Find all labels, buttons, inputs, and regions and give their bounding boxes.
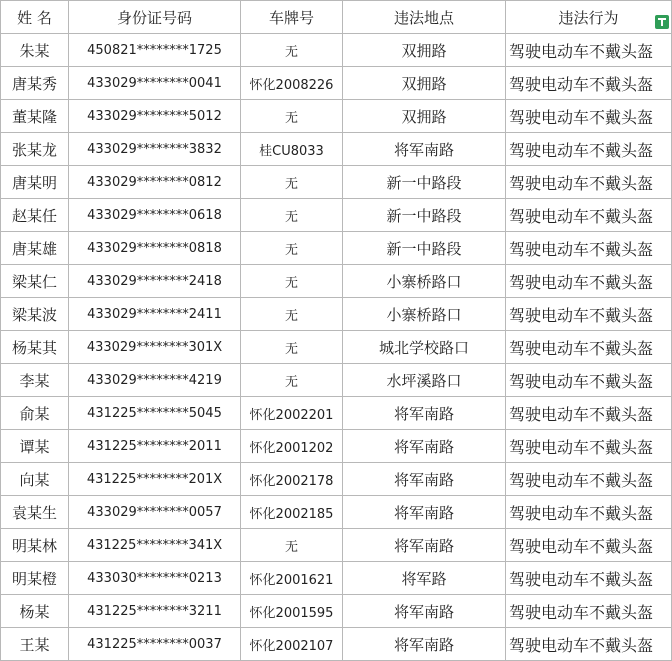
cell-violation[interactable]: 驾驶电动车不戴头盔 <box>506 562 672 595</box>
cell-plate[interactable]: 怀化2002178 <box>241 463 343 496</box>
cell-id-number[interactable]: 431225********201X <box>69 463 241 496</box>
cell-location[interactable]: 将军南路 <box>343 133 506 166</box>
cell-violation[interactable]: 驾驶电动车不戴头盔 <box>506 364 672 397</box>
cell-name[interactable]: 袁某生 <box>1 496 69 529</box>
cell-plate[interactable]: 怀化2001595 <box>241 595 343 628</box>
cell-id-number[interactable]: 433029********0041 <box>69 67 241 100</box>
cell-id-number[interactable]: 433029********0818 <box>69 232 241 265</box>
cell-name[interactable]: 朱某 <box>1 34 69 67</box>
cell-violation[interactable]: 驾驶电动车不戴头盔 <box>506 331 672 364</box>
cell-violation[interactable]: 驾驶电动车不戴头盔 <box>506 100 672 133</box>
cell-name[interactable]: 张某龙 <box>1 133 69 166</box>
cell-name[interactable]: 唐某雄 <box>1 232 69 265</box>
table-row <box>1 133 672 166</box>
table-row <box>1 562 672 595</box>
cell-location[interactable]: 将军南路 <box>343 595 506 628</box>
cell-id-number[interactable]: 433029********0618 <box>69 199 241 232</box>
cell-name[interactable]: 杨某其 <box>1 331 69 364</box>
cell-name[interactable]: 董某隆 <box>1 100 69 133</box>
cell-plate[interactable]: 无 <box>241 265 343 298</box>
cell-violation[interactable]: 驾驶电动车不戴头盔 <box>506 628 672 661</box>
cell-name[interactable]: 俞某 <box>1 397 69 430</box>
cell-plate[interactable]: 无 <box>241 199 343 232</box>
table-row <box>1 430 672 463</box>
cell-location[interactable]: 新一中路段 <box>343 232 506 265</box>
cell-name[interactable]: 梁某波 <box>1 298 69 331</box>
table-row <box>1 100 672 133</box>
cell-violation[interactable]: 驾驶电动车不戴头盔 <box>506 463 672 496</box>
cell-plate[interactable]: 无 <box>241 331 343 364</box>
cell-id-number[interactable]: 431225********0037 <box>69 628 241 661</box>
table-row <box>1 265 672 298</box>
cell-name[interactable]: 唐某明 <box>1 166 69 199</box>
cell-id-number[interactable]: 433030********0213 <box>69 562 241 595</box>
cell-location[interactable]: 双拥路 <box>343 34 506 67</box>
table-row <box>1 529 672 562</box>
cell-id-number[interactable]: 431225********341X <box>69 529 241 562</box>
table-row <box>1 397 672 430</box>
cell-location[interactable]: 城北学校路口 <box>343 331 506 364</box>
header-violation[interactable]: 违法行为 <box>506 1 672 34</box>
table-row <box>1 34 672 67</box>
cell-violation[interactable]: 驾驶电动车不戴头盔 <box>506 67 672 100</box>
cell-violation[interactable]: 驾驶电动车不戴头盔 <box>506 199 672 232</box>
cell-location[interactable]: 将军南路 <box>343 397 506 430</box>
cell-violation[interactable]: 驾驶电动车不戴头盔 <box>506 496 672 529</box>
header-location[interactable]: 违法地点 <box>343 1 506 34</box>
table-row <box>1 298 672 331</box>
cell-plate[interactable]: 桂CU8033 <box>241 133 343 166</box>
cell-name[interactable]: 明某林 <box>1 529 69 562</box>
cell-location[interactable]: 将军南路 <box>343 529 506 562</box>
cell-location[interactable]: 双拥路 <box>343 67 506 100</box>
cell-location[interactable]: 将军路 <box>343 562 506 595</box>
cell-location[interactable]: 双拥路 <box>343 100 506 133</box>
cell-id-number[interactable]: 433029********2411 <box>69 298 241 331</box>
cell-plate[interactable]: 无 <box>241 166 343 199</box>
cell-plate[interactable]: 怀化2002201 <box>241 397 343 430</box>
table-row <box>1 67 672 100</box>
cell-id-number[interactable]: 431225********2011 <box>69 430 241 463</box>
cell-id-number[interactable]: 433029********301X <box>69 331 241 364</box>
table-row <box>1 232 672 265</box>
table-row <box>1 628 672 661</box>
table-row <box>1 496 672 529</box>
cell-plate[interactable]: 怀化2002185 <box>241 496 343 529</box>
cell-violation[interactable]: 驾驶电动车不戴头盔 <box>506 34 672 67</box>
header-plate[interactable]: 车牌号 <box>241 1 343 34</box>
cell-plate[interactable]: 怀化2001621 <box>241 562 343 595</box>
cell-id-number[interactable]: 450821********1725 <box>69 34 241 67</box>
cell-violation[interactable]: 驾驶电动车不戴头盔 <box>506 595 672 628</box>
table-row <box>1 364 672 397</box>
cell-plate[interactable]: 无 <box>241 232 343 265</box>
header-row <box>1 1 672 34</box>
table-row <box>1 595 672 628</box>
cell-plate[interactable]: 怀化2008226 <box>241 67 343 100</box>
cell-location[interactable]: 将军南路 <box>343 430 506 463</box>
table-row <box>1 199 672 232</box>
header-name[interactable]: 姓 名 <box>1 1 69 34</box>
cell-plate[interactable]: 无 <box>241 364 343 397</box>
cell-location[interactable]: 将军南路 <box>343 496 506 529</box>
cell-name[interactable]: 李某 <box>1 364 69 397</box>
cell-name[interactable]: 唐某秀 <box>1 67 69 100</box>
table-row <box>1 331 672 364</box>
cell-name[interactable]: 向某 <box>1 463 69 496</box>
cell-violation[interactable]: 驾驶电动车不戴头盔 <box>506 529 672 562</box>
cell-id-number[interactable]: 431225********5045 <box>69 397 241 430</box>
cell-id-number[interactable]: 433029********5012 <box>69 100 241 133</box>
cell-name[interactable]: 明某橙 <box>1 562 69 595</box>
cell-location[interactable]: 水坪溪路口 <box>343 364 506 397</box>
cell-location[interactable]: 新一中路段 <box>343 166 506 199</box>
table-row <box>1 166 672 199</box>
cell-location[interactable]: 将军南路 <box>343 628 506 661</box>
cell-violation[interactable]: 驾驶电动车不戴头盔 <box>506 397 672 430</box>
cell-id-number[interactable]: 431225********3211 <box>69 595 241 628</box>
cell-id-number[interactable]: 433029********0812 <box>69 166 241 199</box>
cell-name[interactable]: 杨某 <box>1 595 69 628</box>
cell-violation[interactable]: 驾驶电动车不戴头盔 <box>506 298 672 331</box>
filter-icon[interactable] <box>655 15 669 29</box>
cell-location[interactable]: 将军南路 <box>343 463 506 496</box>
cell-id-number[interactable]: 433029********2418 <box>69 265 241 298</box>
cell-plate[interactable]: 怀化2002107 <box>241 628 343 661</box>
header-id-number[interactable]: 身份证号码 <box>69 1 241 34</box>
table-row <box>1 463 672 496</box>
cell-location[interactable]: 新一中路段 <box>343 199 506 232</box>
cell-id-number[interactable]: 433029********3832 <box>69 133 241 166</box>
cell-location[interactable]: 小寨桥路口 <box>343 298 506 331</box>
cell-plate[interactable]: 无 <box>241 298 343 331</box>
cell-violation[interactable]: 驾驶电动车不戴头盔 <box>506 430 672 463</box>
cell-location[interactable]: 小寨桥路口 <box>343 265 506 298</box>
cell-id-number[interactable]: 433029********0057 <box>69 496 241 529</box>
cell-name[interactable]: 赵某任 <box>1 199 69 232</box>
cell-plate[interactable]: 无 <box>241 34 343 67</box>
cell-violation[interactable]: 驾驶电动车不戴头盔 <box>506 166 672 199</box>
cell-name[interactable]: 梁某仁 <box>1 265 69 298</box>
cell-name[interactable]: 王某 <box>1 628 69 661</box>
cell-violation[interactable]: 驾驶电动车不戴头盔 <box>506 232 672 265</box>
cell-violation[interactable]: 驾驶电动车不戴头盔 <box>506 265 672 298</box>
cell-plate[interactable]: 怀化2001202 <box>241 430 343 463</box>
cell-violation[interactable]: 驾驶电动车不戴头盔 <box>506 133 672 166</box>
cell-id-number[interactable]: 433029********4219 <box>69 364 241 397</box>
cell-plate[interactable]: 无 <box>241 529 343 562</box>
cell-name[interactable]: 谭某 <box>1 430 69 463</box>
cell-plate[interactable]: 无 <box>241 100 343 133</box>
